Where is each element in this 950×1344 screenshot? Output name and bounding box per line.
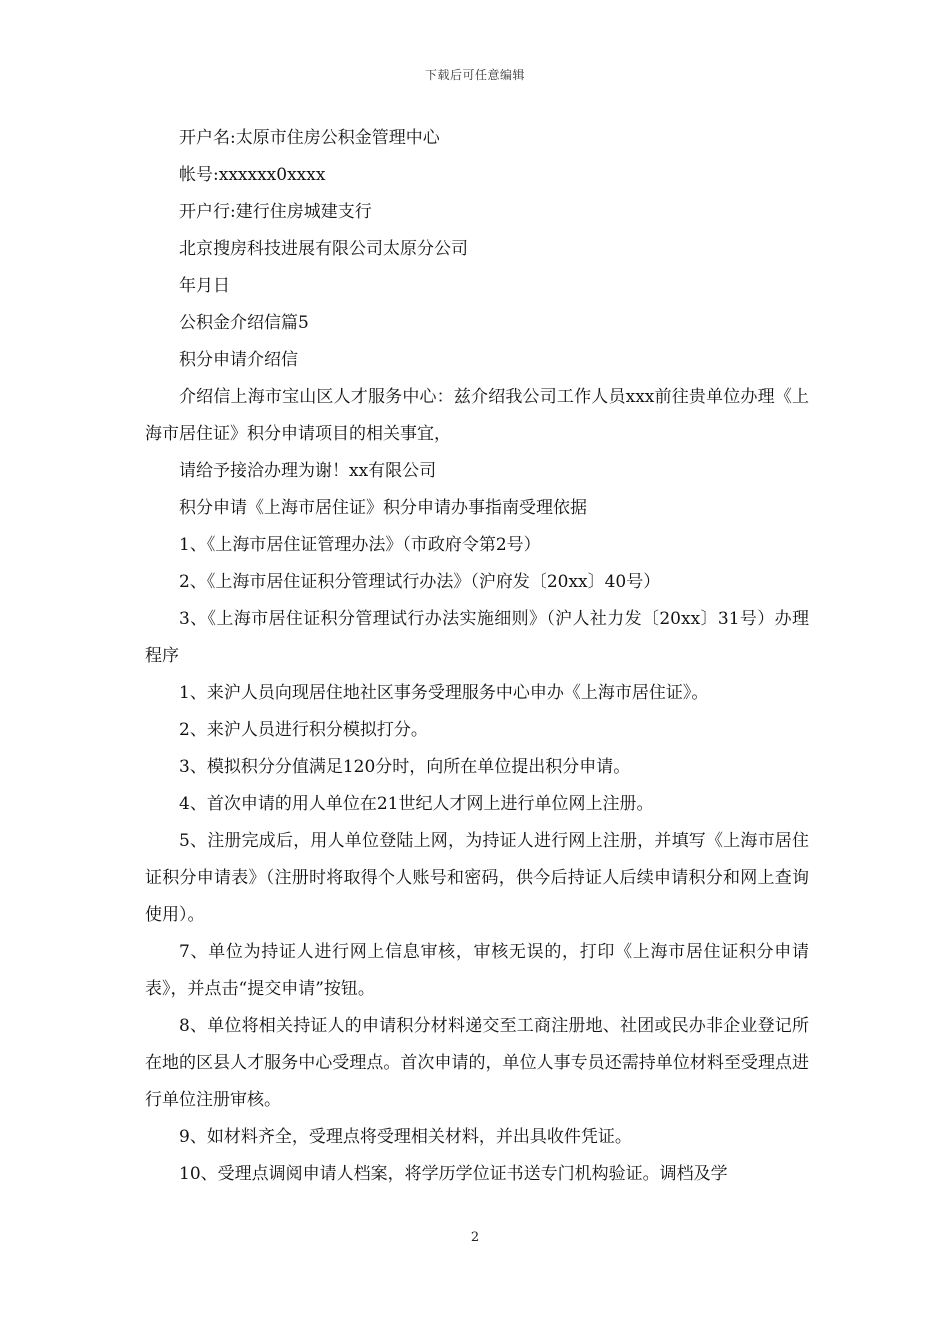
paragraph: 10、受理点调阅申请人档案，将学历学位证书送专门机构验证。调档及学 (179, 1164, 728, 1184)
paragraph: 积分申请《上海市居住证》积分申请办事指南受理依据 (179, 498, 587, 518)
page-header: 下载后可任意编辑 (424, 68, 525, 82)
paragraph: 3、《上海市居住证积分管理试行办法实施细则》（沪人社力发〔20xx〕31号）办理程序 (145, 609, 809, 666)
page-number: 2 (470, 1230, 480, 1245)
paragraph: 9、如材料齐全，受理点将受理相关材料，并出具收件凭证。 (179, 1127, 632, 1147)
paragraph: 3、模拟积分分值满足120分时，向所在单位提出积分申请。 (179, 757, 631, 777)
paragraph: 1、《上海市居住证管理办法》（市政府令第2号） (179, 535, 541, 555)
paragraph: 4、首次申请的用人单位在21世纪人才网上进行单位网上注册。 (179, 794, 654, 814)
paragraph: 年月日 (179, 276, 230, 296)
paragraph: 开户名:太原市住房公积金管理中心 (179, 128, 440, 148)
paragraph: 请给予接洽办理为谢！xx有限公司 (179, 461, 437, 481)
paragraph: 介绍信上海市宝山区人才服务中心：兹介绍我公司工作人员xxx前往贵单位办理《上海市居住证》积分申请项目的相关事宜， (145, 387, 809, 444)
paragraph: 5、注册完成后，用人单位登陆上网，为持证人进行网上注册，并填写《上海市居住证积分申请表》（注册时将取得个人账号和密码，供今后持证人后续申请积分和网上查询使用）。 (145, 831, 809, 925)
paragraph: 公积金介绍信篇5 (179, 313, 309, 333)
document-body (145, 120, 809, 1193)
paragraph: 1、来沪人员向现居住地社区事务受理服务中心申办《上海市居住证》。 (179, 683, 709, 703)
paragraph: 8、单位将相关持证人的申请积分材料递交至工商注册地、社团或民办非企业登记所在地的区县人才服务中心受理点。首次申请的，单位人事专员还需持单位材料至受理点进行单位注册审核。 (145, 1016, 809, 1110)
paragraph: 积分申请介绍信 (179, 350, 298, 370)
paragraph: 2、《上海市居住证积分管理试行办法》（沪府发〔20xx〕40号） (179, 572, 661, 592)
paragraph: 帐号:xxxxxx0xxxx (179, 165, 326, 185)
paragraph: 开户行:建行住房城建支行 (179, 202, 372, 222)
paragraph: 2、来沪人员进行积分模拟打分。 (179, 720, 428, 740)
paragraph: 7、单位为持证人进行网上信息审核，审核无误的，打印《上海市居住证积分申请表》，并点击“提交申请”按钮。 (145, 942, 809, 999)
paragraph: 北京搜房科技进展有限公司太原分公司 (179, 239, 468, 259)
